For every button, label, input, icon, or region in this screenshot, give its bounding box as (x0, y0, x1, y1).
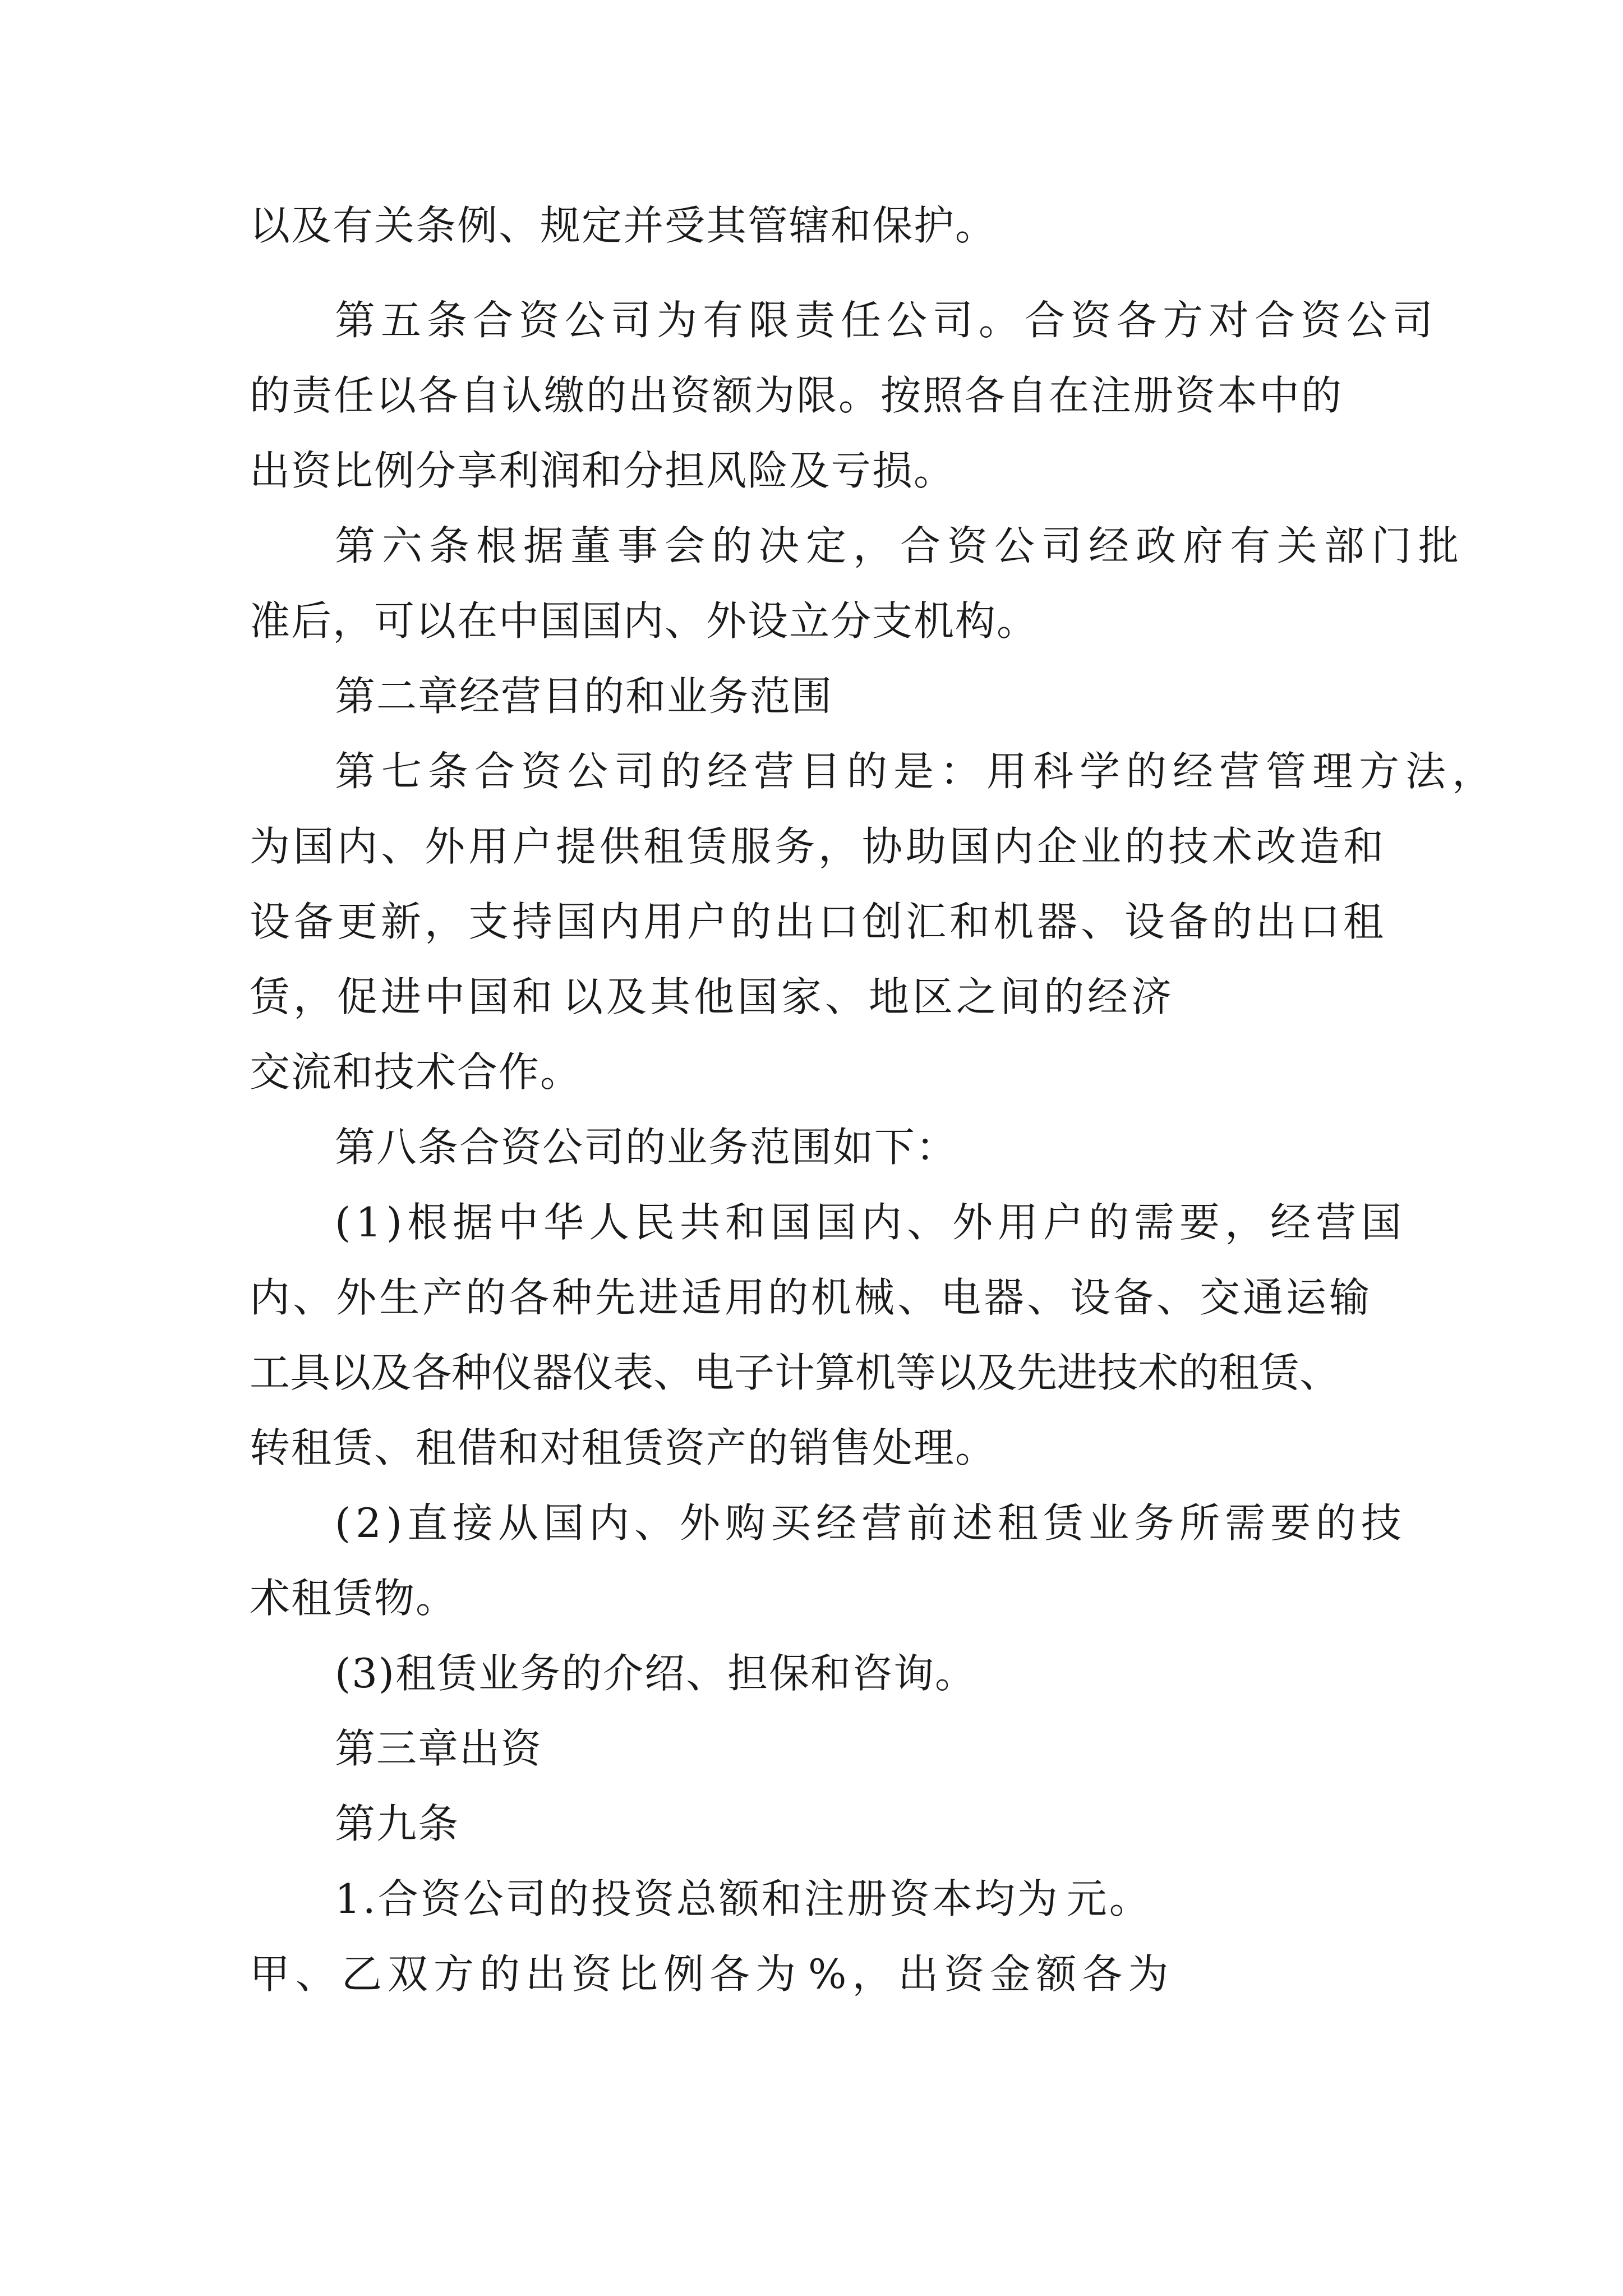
text-line: 设备更新，支持国内用户的出口创汇和机器、设备的出口租 (250, 898, 1387, 945)
article-6-line-1: 第六条根据董事会的决定，合资公司经政府有关部门批 (335, 522, 1466, 569)
text-line: 转租赁、租借和对租赁资产的销售处理。 (250, 1424, 997, 1471)
item-3-line: (3)租赁业务的介绍、担保和咨询。 (335, 1650, 976, 1697)
text-line: 出资比例分享利润和分担风险及亏损。 (250, 447, 956, 494)
article-9-clause-1-line-1 (335, 1865, 1623, 1932)
text-line: 交流和技术合作。 (250, 1048, 582, 1096)
article-7-line-1: 第七条合资公司的经营目的是：用科学的经营管理方法， (335, 748, 1499, 795)
text-line-with-blank (250, 963, 1623, 1030)
text-line-with-blank (250, 1940, 1623, 2008)
text-line: 准后，可以在中国国内、外设立分支机构。 (250, 597, 1039, 645)
text-line: 术租赁物。 (250, 1575, 458, 1622)
text-line: 工具以及各种仪器仪表、电子计算机等以及先进技术的租赁、 (250, 1349, 1340, 1396)
text-segment: 元。 (1066, 1875, 1152, 1922)
text-segment: 以及其他国家、地区之间的经济 (562, 973, 1175, 1020)
text-segment: 1.合资公司的投资总额和注册资本均为 (335, 1875, 1060, 1922)
text-segment: 甲、乙双方的出资比例各为 (250, 1950, 802, 1998)
chapter-3-heading: 第三章出资 (335, 1725, 543, 1772)
text-segment: %，出资金额各为 (808, 1950, 1174, 1998)
text-line: 内、外生产的各种先进适用的机械、电器、设备、交通运输 (250, 1274, 1373, 1321)
item-2-line-1: (2)直接从国内、外购买经营前述租赁业务所需要的技 (335, 1499, 1407, 1547)
text-line: 的责任以各自认缴的出资额为限。按照各自在注册资本中的 (250, 372, 1344, 419)
article-5-line-1: 第五条合资公司为有限责任公司。合资各方对合资公司 (335, 297, 1439, 344)
text-line: 以及有关条例、规定并受其管辖和保护。 (250, 202, 997, 249)
chapter-2-heading: 第二章经营目的和业务范围 (335, 673, 833, 720)
article-8-heading: 第八条合资公司的业务范围如下： (335, 1124, 958, 1171)
text-line: 为国内、外用户提供租赁服务，协助国内企业的技术改造和 (250, 823, 1387, 870)
item-1-line-1: (1)根据中华人民共和国国内、外用户的需要，经营国 (335, 1199, 1407, 1246)
text-segment: 赁，促进中国和 (250, 973, 556, 1020)
article-9-heading: 第九条 (335, 1800, 460, 1847)
